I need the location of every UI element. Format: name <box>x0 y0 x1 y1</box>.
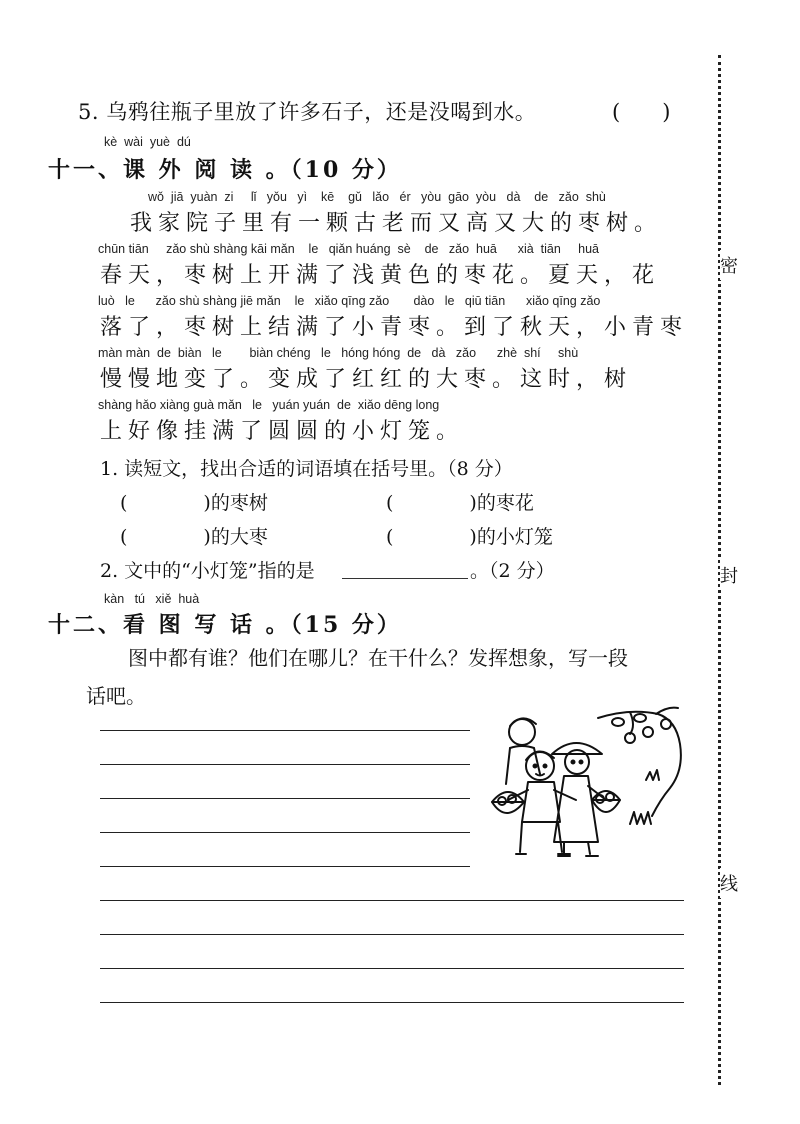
question-1: 1. 读短文，找出合适的词语填在括号里。（8 分） <box>100 458 513 480</box>
passage-pinyin-3: luò le zǎo shù shàng jiē mǎn le xiǎo qīng zǎo dào le qiū tiān xiǎo qīng zǎo <box>98 294 601 308</box>
writing-prompt-line-1: 图中都有谁？他们在哪儿？在干什么？发挥想象，写一段 <box>128 646 628 670</box>
question-2-points: 。（2 分） <box>470 560 555 582</box>
writing-line[interactable] <box>100 968 684 969</box>
passage-pinyin-1: wǒ jiā yuàn zi lǐ yǒu yì kē gǔ lǎo ér yòu gāo yòu dà de zǎo shù <box>148 190 606 204</box>
passage-pinyin-2: chūn tiān zǎo shù shàng kāi mǎn le qiǎn huáng sè de zǎo huā xià tiān huā <box>98 242 600 256</box>
writing-line[interactable] <box>100 730 470 731</box>
writing-prompt-line-2: 话吧。 <box>86 684 146 708</box>
fill-blank-jujube-flower[interactable]: ( )的枣花 <box>386 492 534 514</box>
writing-line[interactable] <box>100 1002 684 1003</box>
passage-line-4: 慢慢地变了。变成了红红的大枣。这时，树 <box>100 367 633 392</box>
fill-blank-little-lantern[interactable]: ( )的小灯笼 <box>386 526 553 548</box>
section-12-pinyin: kàn tú xiě huà <box>104 592 200 606</box>
writing-line[interactable] <box>100 764 470 765</box>
answer-underline[interactable] <box>342 578 468 579</box>
writing-line[interactable] <box>100 832 470 833</box>
section-12-title: 十二、看 图 写 话 。（15 分） <box>48 612 402 638</box>
section-11-pinyin: kè wài yuè dú <box>104 135 191 149</box>
question-5: 5. 乌鸦往瓶子里放了许多石子，还是没喝到水。 <box>78 100 537 124</box>
binding-label-closed: 封 <box>720 560 738 590</box>
writing-line[interactable] <box>100 866 470 867</box>
fill-blank-jujube-tree[interactable]: ( )的枣树 <box>120 492 268 514</box>
fill-blank-big-jujube[interactable]: ( )的大枣 <box>120 526 268 548</box>
question-2: 2. 文中的“小灯笼”指的是 <box>100 560 315 582</box>
answer-parentheses[interactable]: ( ) <box>612 100 671 124</box>
passage-pinyin-4: màn màn de biàn le biàn chéng le hóng hóng de dà zǎo zhè shí shù <box>98 346 579 360</box>
writing-line[interactable] <box>100 934 684 935</box>
passage-line-2: 春天，枣树上开满了浅黄色的枣花。夏天，花 <box>100 263 661 288</box>
writing-line[interactable] <box>100 900 684 901</box>
section-11-title: 十一、课 外 阅 读 。（10 分） <box>48 157 402 183</box>
passage-pinyin-5: shàng hǎo xiàng guà mǎn le yuán yuán de xiǎo dēng long <box>98 398 440 412</box>
passage-line-5: 上好像挂满了圆圆的小灯笼。 <box>100 419 465 444</box>
passage-line-3: 落了，枣树上结满了小青枣。到了秋天，小青枣 <box>100 315 689 340</box>
binding-label-line: 线 <box>720 868 738 898</box>
children-picking-jujubes-illustration <box>480 704 690 874</box>
binding-label-seal: 密 <box>720 250 738 280</box>
passage-line-1: 我家院子里有一颗古老而又高又大的枣树。 <box>130 211 663 236</box>
writing-line[interactable] <box>100 798 470 799</box>
